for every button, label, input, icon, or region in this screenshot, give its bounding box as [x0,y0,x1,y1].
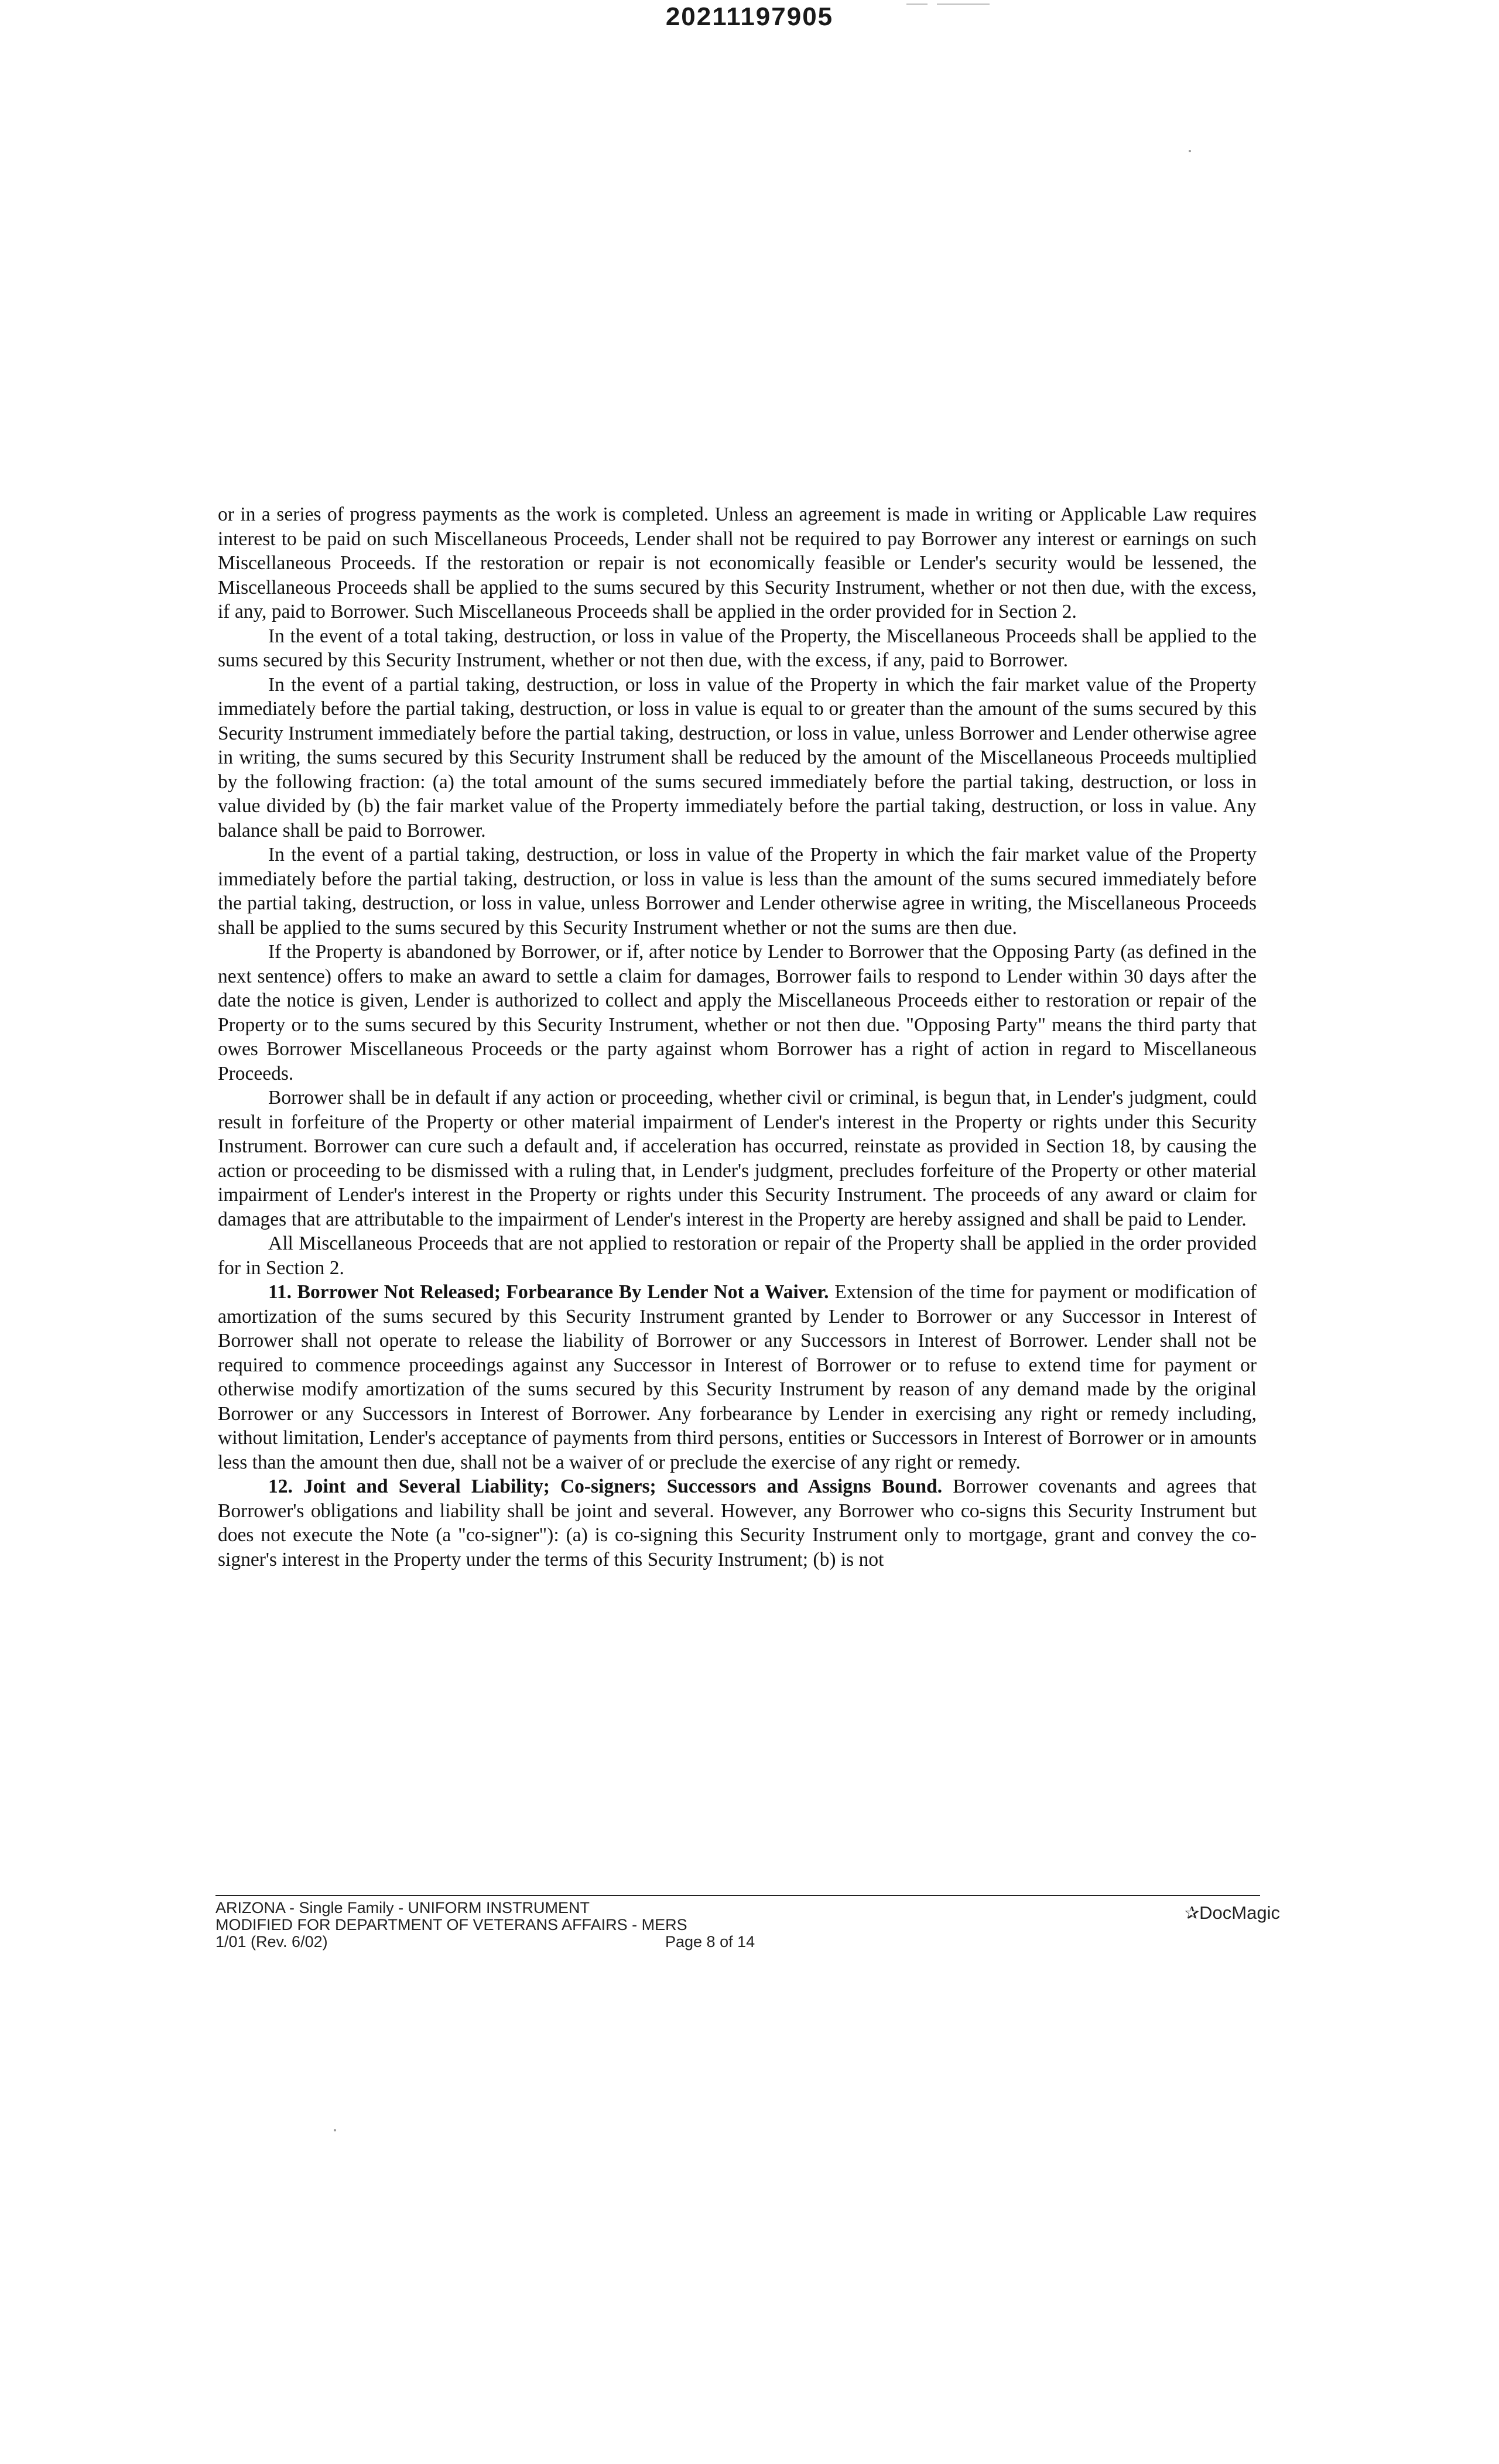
document-body [218,502,1257,1572]
footer-form-line: ARIZONA - Single Family - UNIFORM INSTRUMENT [215,1899,590,1917]
paragraph: All Miscellaneous Proceeds that are not applied to restoration or repair of the Property shall be applied in the order provided for in Section 2. [218,1233,1257,1279]
footer-divider [215,1895,1260,1896]
section-heading: 11. Borrower Not Released; Forbearance By Lender Not a Waiver. [268,1281,829,1303]
star-icon: ✰ [1185,1904,1200,1923]
paragraph: or in a series of progress payments as the work is completed. Unless an agreement is made in writing or Applicable Law requires interest to be paid on such Miscellaneous Proceeds, Lender shall not be required to pay Borrower any interest or earnings on such Miscellaneous Proceeds. If the restoration or repair is not economically feasible or Lender's security would be lessened, the Miscellaneous Proceeds shall be applied to the sums secured by this Security Instrument, whether or not then due, with the excess, if any, paid to Borrower. Such Miscellaneous Proceeds shall be applied in the order provided for in Section 2. [218,504,1257,622]
paragraph: If the Property is abandoned by Borrower, or if, after notice by Lender to Borrower that the Opposing Party (as defined in the next sentence) offers to make an award to settle a claim for damages, Borrower fails to respond to Lender within 30 days after the date the notice is given, Lender is authorized to collect and apply the Miscellaneous Proceeds either to restoration or repair of the Property or to the sums secured by this Security Instrument, whether or not then due. "Opposing Party" means the third party that owes Borrower Miscellaneous Proceeds or the party against whom Borrower has a right of action in regard to Miscellaneous Proceeds. [218,941,1257,1084]
paragraph: In the event of a partial taking, destruction, or loss in value of the Property in which the fair market value of the Property immediately before the partial taking, destruction, or loss in value is less than the amount of the sums secured immediately before the partial taking, destruction, or loss in value, unless Borrower and Lender otherwise agree in writing, the Miscellaneous Proceeds shall be applied to the sums secured by this Security Instrument whether or not the sums are then due. [218,844,1257,939]
brand-name: DocMagic [1199,1902,1280,1923]
footer-form-info [215,1900,687,1950]
scan-artifact-dot [334,2129,336,2131]
docmagic-logo [1185,1903,1280,1924]
section-12-paragraph: 12. Joint and Several Liability; Co-signers; Successors and Assigns Bound. Borrower covenants and agrees that Borrower's obligations and liability shall be joint and several. However, any Borrower who co-signs this Security Instrument but does not execute the Note (a "co-signer"): (a) is co-signing this Security Instrument only to mortgage, grant and convey the co-signer's interest in the Property under the terms of this Security Instrument; (b) is not [218,1476,1257,1570]
page-number: Page 8 of 14 [665,1933,755,1950]
paragraph: In the event of a partial taking, destruction, or loss in value of the Property in which the fair market value of the Property immediately before the partial taking, destruction, or loss in value is equal to or greater than the amount of the sums secured by this Security Instrument immediately before the partial taking, destruction, or loss in value, unless Borrower and Lender otherwise agree in writing, the sums secured by this Security Instrument shall be reduced by the amount of the Miscellaneous Proceeds multiplied by the following fraction: (a) the total amount of the sums secured immediately before the partial taking, destruction, or loss in value divided by (b) the fair market value of the Property immediately before the partial taking, destruction, or loss in value. Any balance shall be paid to Borrower. [218,673,1257,841]
paragraph: In the event of a total taking, destruction, or loss in value of the Property, the Miscellaneous Proceeds shall be applied to the sums secured by this Security Instrument, whether or not then due, with the excess, if any, paid to Borrower. [218,625,1257,671]
document-number: 20211197905 [665,2,834,31]
scan-artifact-dot [1189,150,1191,152]
footer-form-line: MODIFIED FOR DEPARTMENT OF VETERANS AFFAIRS - MERS [215,1916,687,1933]
section-heading: 12. Joint and Several Liability; Co-signers; Successors and Assigns Bound. [268,1476,943,1497]
footer-form-line: 1/01 (Rev. 6/02) [215,1933,328,1950]
section-11-paragraph: 11. Borrower Not Released; Forbearance By Lender Not a Waiver. Extension of the time for payment or modification of amortization of the sums secured by this Security Instrument granted by Lender to Borrower or any Successor in Interest of Borrower shall not operate to release the liability of Borrower or any Successors in Interest of Borrower. Lender shall not be required to commence proceedings against any Successor in Interest of Borrower or to refuse to extend time for payment or otherwise modify amortization of the sums secured by this Security Instrument by reason of any demand made by the original Borrower or any Successors in Interest of Borrower. Any forbearance by Lender in exercising any right or remedy including, without limitation, Lender's acceptance of payments from third persons, entities or Successors in Interest of Borrower or in amounts less than the amount then due, shall not be a waiver of or preclude the exercise of any right or remedy. [218,1281,1257,1473]
paragraph: Borrower shall be in default if any action or proceeding, whether civil or criminal, is begun that, in Lender's judgment, could result in forfeiture of the Property or other material impairment of Lender's interest in the Property or rights under this Security Instrument. Borrower can cure such a default and, if acceleration has occurred, reinstate as provided in Section 18, by causing the action or proceeding to be dismissed with a ruling that, in Lender's judgment, precludes forfeiture of the Property or other material impairment of Lender's interest in the Property or rights under this Security Instrument. The proceeds of any award or claim for damages that are attributable to the impairment of Lender's interest in the Property are hereby assigned and shall be paid to Lender. [218,1087,1257,1230]
